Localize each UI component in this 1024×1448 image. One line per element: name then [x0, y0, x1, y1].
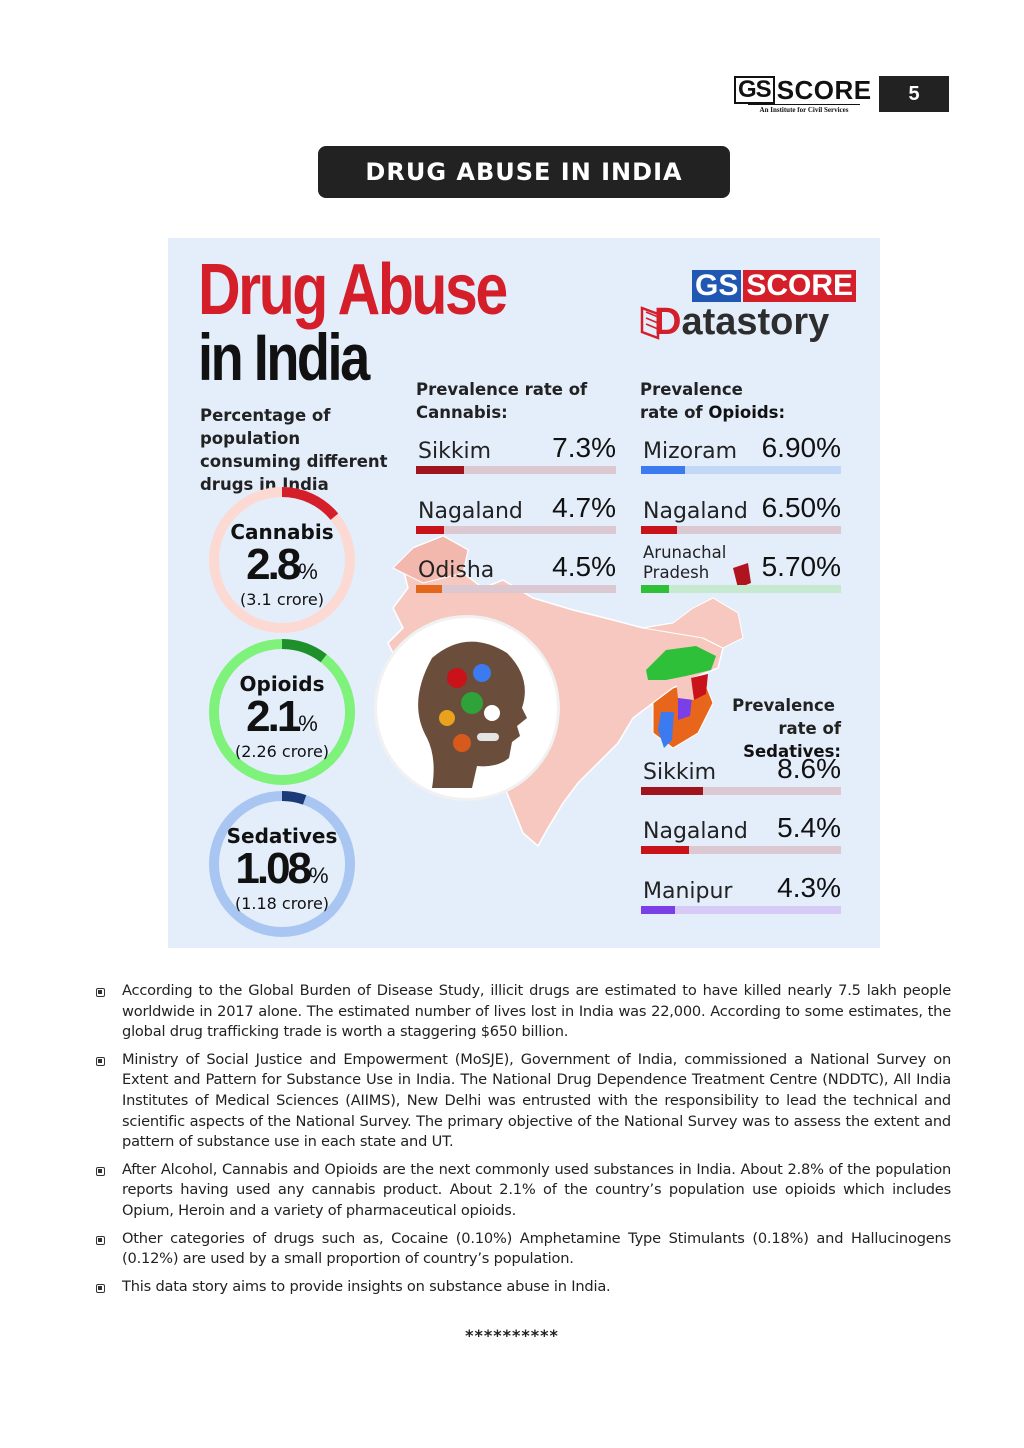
- datastory-gs-score: [692, 270, 856, 302]
- bar-fill: [641, 526, 677, 534]
- cannabis-row: [416, 424, 616, 474]
- cannabis-ring-sub: (3.1 crore): [240, 590, 324, 609]
- bullet-icon: [96, 988, 105, 997]
- logo-tagline: An Institute for Civil Services: [748, 104, 860, 114]
- state-name-line2: Pradesh: [643, 563, 710, 582]
- sedatives-row: [641, 804, 841, 854]
- opioids-ring: [206, 636, 358, 788]
- infographic-subtitle: Percentage of population consuming different drugs in India: [200, 406, 388, 494]
- bar-track: [416, 466, 616, 474]
- page-number: 5: [879, 76, 949, 112]
- infographic-title-line2: in India: [198, 320, 368, 394]
- state-value: 6.50%: [761, 492, 841, 523]
- bar-fill: [416, 585, 442, 593]
- state-name: Mizoram: [643, 439, 738, 464]
- state-value: 5.4%: [777, 812, 841, 843]
- bullet-icon: [96, 1236, 105, 1245]
- opioids-prevalence-heading: [640, 378, 785, 424]
- page-title: DRUG ABUSE IN INDIA: [318, 146, 730, 198]
- logo-gs-text: GS: [734, 76, 775, 104]
- opioids-pct: %: [298, 711, 318, 736]
- infographic-title: [198, 250, 506, 394]
- cannabis-heading-line2: Cannabis:: [416, 403, 508, 422]
- opioids-ring-value: [206, 692, 358, 742]
- opioids-heading-line2: [640, 401, 785, 424]
- state-value: 6.90%: [761, 432, 841, 463]
- datastory-score: SCORE: [743, 270, 856, 302]
- sedatives-heading-prefix: rate of: [778, 719, 841, 738]
- opioids-ring-name: Opioids: [239, 672, 325, 696]
- opioids-row: [641, 424, 841, 474]
- state-name: Nagaland: [643, 819, 748, 844]
- bullet-icon: [96, 1057, 105, 1066]
- cannabis-ring: [206, 484, 358, 636]
- section-end-stars: **********: [465, 1326, 559, 1345]
- list-item: [96, 1050, 951, 1153]
- opioids-heading-prefix: rate of: [640, 403, 709, 422]
- state-name-line1: Arunachal: [643, 543, 727, 562]
- head-silhouette-icon: [377, 618, 557, 798]
- cannabis-ring-value: [206, 540, 358, 590]
- state-name: Nagaland: [418, 499, 523, 524]
- opioids-row: [641, 484, 841, 534]
- bar-fill: [641, 787, 703, 795]
- list-item: [96, 1229, 951, 1270]
- state-name: Manipur: [643, 879, 733, 904]
- state-name: Odisha: [418, 558, 495, 583]
- opioids-ring-sub: (2.26 crore): [234, 742, 330, 761]
- state-value: 7.3%: [552, 432, 616, 463]
- bar-fill: [641, 466, 685, 474]
- bar-fill: [641, 906, 675, 914]
- bar-track: [641, 906, 841, 914]
- bar-track: [641, 526, 841, 534]
- state-value: 4.7%: [552, 492, 616, 523]
- state-value: 5.70%: [761, 551, 841, 582]
- list-item: [96, 1277, 951, 1298]
- sedatives-heading-line1: Prevalence: [732, 696, 835, 715]
- sedatives-value: 1.08: [235, 844, 310, 893]
- datastory-d: D: [654, 301, 682, 343]
- datastory-wordmark: [654, 302, 829, 342]
- cannabis-row: [416, 543, 616, 593]
- bullet-text: After Alcohol, Cannabis and Opioids are the next commonly used substances in India. About 2.8% of the population reports having used any cannabis product. About 2.1% of the country’s population use opioids which includes Opium, Heroin and a variety of pharmaceutical opioids.: [122, 1160, 951, 1219]
- bullet-icon: [96, 1167, 105, 1176]
- bullet-text: This data story aims to provide insights on substance abuse in India.: [122, 1277, 611, 1295]
- datastory-gs: GS: [692, 270, 741, 302]
- cannabis-pct: %: [298, 559, 318, 584]
- sedatives-heading-bold: Sedatives:: [743, 742, 841, 761]
- state-name: Nagaland: [643, 499, 748, 524]
- sedatives-ring-name: Sedatives: [226, 824, 338, 848]
- sedatives-ring-sub: (1.18 crore): [234, 894, 330, 913]
- sedatives-row: [641, 745, 841, 795]
- sedatives-ring-value: [206, 844, 358, 894]
- bar-fill: [641, 585, 669, 593]
- state-value: 8.6%: [777, 753, 841, 784]
- bullet-icon: [96, 1284, 105, 1293]
- sedatives-pct: %: [309, 863, 329, 888]
- drug-head-illustration: [377, 618, 557, 798]
- state-value: 4.3%: [777, 872, 841, 903]
- bullet-text: Other categories of drugs such as, Cocaine (0.10%) Amphetamine Type Stimulants (0.18%) and Hallucinogens (0.12%) are used by a small proportion of country’s population.: [122, 1229, 951, 1268]
- bar-track: [641, 846, 841, 854]
- list-item: [96, 981, 951, 1043]
- bullet-list: [96, 981, 951, 1304]
- logo-score-text: SCORE: [776, 75, 872, 105]
- cannabis-ring-name: Cannabis: [230, 520, 334, 544]
- drug-abuse-infographic: [168, 238, 880, 948]
- opioids-heading-bold: Opioids:: [708, 403, 786, 422]
- bar-track: [641, 787, 841, 795]
- cannabis-value: 2.8: [246, 540, 299, 589]
- cannabis-row: [416, 484, 616, 534]
- sedatives-row: [641, 864, 841, 914]
- state-name: Sikkim: [418, 439, 492, 464]
- opioids-value: 2.1: [246, 692, 299, 741]
- datastory-rest: atastory: [681, 301, 830, 343]
- cannabis-heading-line1: Prevalence rate of: [416, 380, 588, 399]
- gs-score-datastory-logo: [640, 268, 855, 348]
- list-item: [96, 1160, 951, 1222]
- bullet-text: According to the Global Burden of Disease Study, illicit drugs are estimated to have killed nearly 7.5 lakh people worldwide in 2017 alone. The estimated number of lives lost in India was 22,000. According to some estimates, the global drug trafficking trade is worth a staggering $650 billion.: [122, 982, 951, 1041]
- bar-fill: [641, 846, 689, 854]
- opioids-row: [641, 543, 841, 593]
- bar-track: [641, 585, 841, 593]
- bar-fill: [416, 526, 444, 534]
- opioids-heading-line1: Prevalence: [640, 380, 743, 399]
- bar-fill: [416, 466, 464, 474]
- bar-track: [416, 526, 616, 534]
- bar-track: [641, 466, 841, 474]
- state-value: 4.5%: [552, 551, 616, 582]
- bar-track: [416, 585, 616, 593]
- gs-score-logo: [734, 76, 870, 114]
- bullet-text: Ministry of Social Justice and Empowerment (MoSJE), Government of India, commissioned a National Survey on Extent and Pattern for Substance Use in India. The National Drug Dependence Treatment Centre (NDDTC), All India Institutes of Medical Sciences (AIIMS), New Delhi was entrusted with the responsibility to lead the technical and scientific aspects of the National Survey. The primary objective of the National Survey was to assess the extent and pattern of substance use in each state and UT.: [122, 1050, 951, 1151]
- state-name: Sikkim: [643, 760, 717, 785]
- sedatives-ring: [206, 788, 358, 940]
- cannabis-prevalence-heading: [416, 378, 587, 424]
- infographic-title-line1: Drug Abuse: [198, 250, 506, 330]
- state-name: [643, 543, 726, 583]
